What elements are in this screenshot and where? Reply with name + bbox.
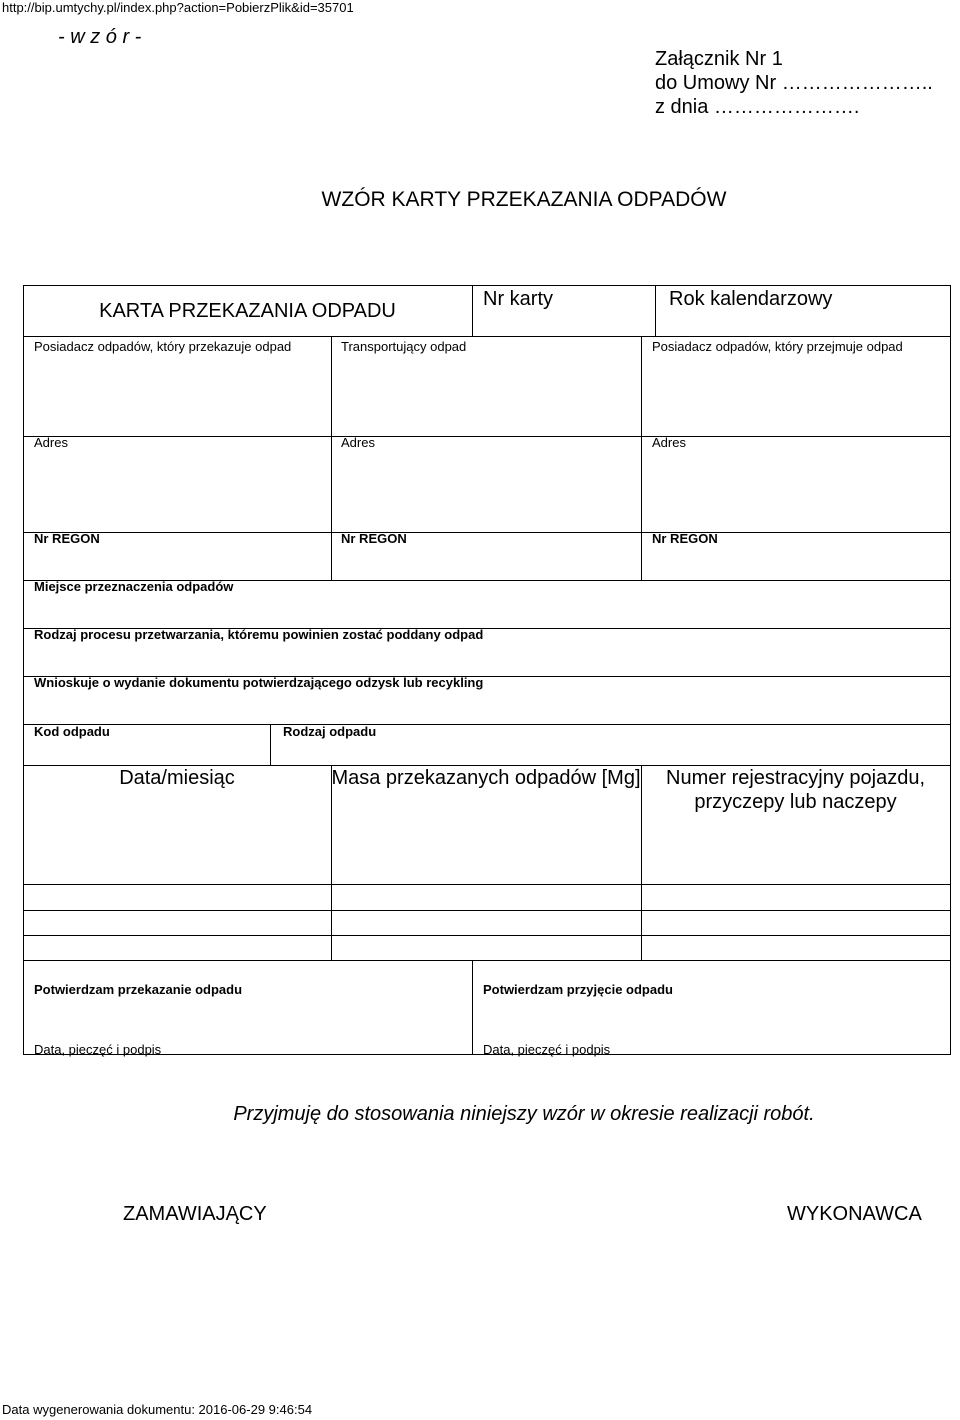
holder-in-label: Posiadacz odpadów, który przejmuje odpad bbox=[652, 339, 903, 354]
waste-code-label: Kod odpadu bbox=[34, 724, 110, 739]
card-number-label: Nr karty bbox=[483, 288, 553, 310]
template-marker: - w z ó r - bbox=[58, 26, 142, 48]
source-url: http://bip.umtychy.pl/index.php?action=PobierzPlik&id=35701 bbox=[2, 0, 354, 15]
acceptance-statement: Przyjmuję do stosowania niniejszy wzór w okresie realizacji robót. bbox=[233, 1103, 815, 1125]
contractor-signature-label: WYKONAWCA bbox=[787, 1203, 922, 1225]
holder-in-address-label: Adres bbox=[652, 435, 686, 450]
handover-signature-label: Data, pieczęć i podpis bbox=[34, 1042, 162, 1057]
annex-line-3: z dnia …………………. bbox=[655, 96, 860, 118]
generation-date: Data wygenerowania dokumentu: 2016-06-29 9:46:54 bbox=[2, 1402, 313, 1417]
destination-label: Miejsce przeznaczenia odpadów bbox=[34, 579, 234, 594]
document-title: WZÓR KARTY PRZEKAZANIA ODPADÓW bbox=[321, 188, 727, 211]
annex-line-1: Załącznik Nr 1 bbox=[655, 48, 783, 70]
transporter-label: Transportujący odpad bbox=[341, 339, 467, 354]
registration-number-header: Numer rejestracyjny pojazdu, przyczepy lub naczepy bbox=[666, 767, 925, 813]
holder-out-label: Posiadacz odpadów, który przekazuje odpad bbox=[34, 339, 292, 354]
calendar-year-label: Rok kalendarzowy bbox=[669, 288, 833, 310]
holder-out-address-label: Adres bbox=[34, 435, 68, 450]
client-signature-label: ZAMAWIAJĄCY bbox=[123, 1203, 267, 1225]
mass-header: Masa przekazanych odpadów [Mg] bbox=[331, 767, 641, 789]
transporter-regon-label: Nr REGON bbox=[341, 531, 407, 546]
annex-line-2: do Umowy Nr ………………….. bbox=[655, 72, 933, 94]
card-title: KARTA PRZEKAZANIA ODPADU bbox=[99, 300, 396, 322]
process-type-label: Rodzaj procesu przetwarzania, któremu powinien zostać poddany odpad bbox=[34, 627, 484, 642]
transporter-address-label: Adres bbox=[341, 435, 375, 450]
confirm-receipt-label: Potwierdzam przyjęcie odpadu bbox=[483, 982, 673, 997]
waste-type-label: Rodzaj odpadu bbox=[283, 724, 377, 739]
confirm-handover-label: Potwierdzam przekazanie odpadu bbox=[34, 982, 243, 997]
recycling-request-label: Wnioskuje o wydanie dokumentu potwierdzającego odzysk lub recykling bbox=[34, 675, 484, 690]
receipt-signature-label: Data, pieczęć i podpis bbox=[483, 1042, 611, 1057]
date-month-header: Data/miesiąc bbox=[119, 767, 235, 789]
holder-out-regon-label: Nr REGON bbox=[34, 531, 100, 546]
holder-in-regon-label: Nr REGON bbox=[652, 531, 718, 546]
